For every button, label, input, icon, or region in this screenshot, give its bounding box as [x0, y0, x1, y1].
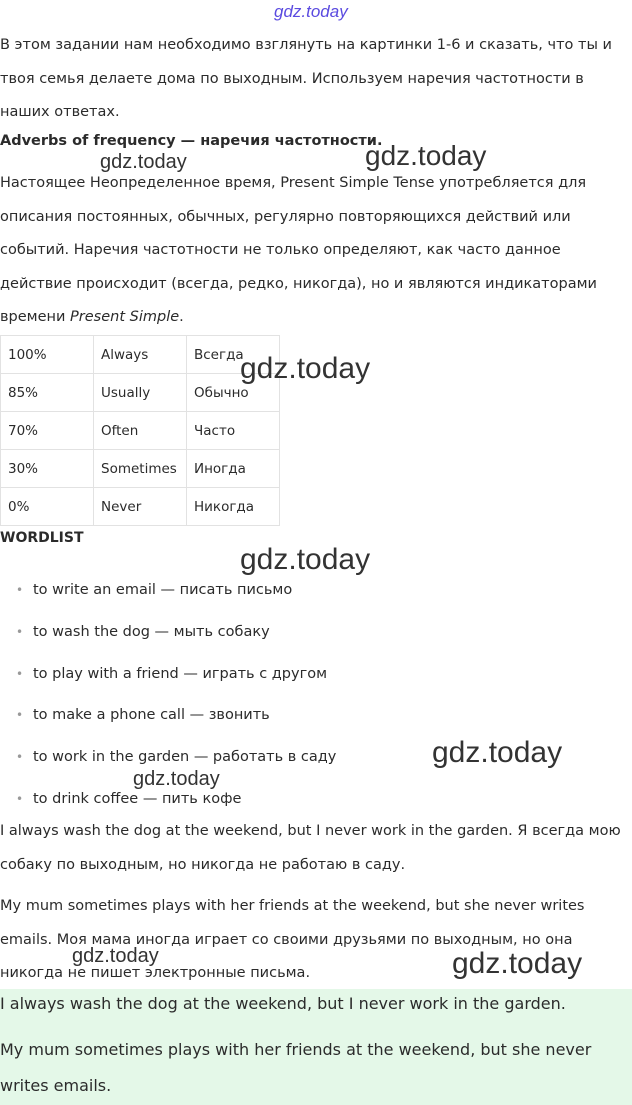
answer-line-3: writes emails.: [0, 1076, 112, 1095]
explanation-text: Настоящее Неопределенное время, Present Simple Tense употребляется для описания постоянных, обычных, регулярно повторяющихся действий или событий. Наречия частотности не только определяют, как часто данное действие происходит (всегда, редко, никогда), но и являются индикаторами времени: [0, 175, 597, 325]
table-cell-percent: 30%: [1, 450, 94, 488]
table-row: [1, 412, 280, 450]
adverbs-heading: Adverbs of frequency — наречия частотности.: [0, 133, 383, 149]
wordlist-title: WORDLIST: [0, 530, 84, 546]
watermark: gdz.today: [133, 768, 220, 790]
list-item: • to write an email — писать письмо: [33, 582, 292, 598]
watermark: gdz.today: [452, 947, 583, 980]
watermark: gdz.today: [365, 140, 487, 171]
example-1: I always wash the dog at the weekend, but I never work in the garden. Я всегда мою собаку по выходным, но никогда не работаю в саду.: [0, 823, 621, 873]
watermark: gdz.today: [432, 736, 563, 769]
table-cell-translation: Обычно: [187, 374, 280, 412]
watermark: gdz.today: [240, 352, 371, 385]
table-cell-adverb: Usually: [94, 374, 187, 412]
table-cell-translation: Всегда: [187, 336, 280, 374]
list-item: • to play with a friend — играть с другом: [33, 666, 327, 682]
list-item: • to work in the garden — работать в саду: [33, 749, 336, 765]
watermark: gdz.today: [240, 543, 371, 576]
table-cell-translation: Иногда: [187, 450, 280, 488]
list-item: • to drink coffee — пить кофе: [33, 791, 241, 807]
watermark-top: gdz.today: [274, 2, 348, 21]
frequency-table: [0, 335, 280, 526]
table-cell-translation: Часто: [187, 412, 280, 450]
list-item: • to make a phone call — звонить: [33, 707, 270, 723]
answer-box: [0, 989, 632, 1105]
table-cell-translation: Никогда: [187, 488, 280, 526]
table-cell-adverb: Always: [94, 336, 187, 374]
intro-paragraph: В этом задании нам необходимо взглянуть на картинки 1-6 и сказать, что ты и твоя семья делаете дома по выходным. Используем наречия частотности в наших ответах.: [0, 37, 612, 120]
explanation-end: .: [179, 309, 184, 325]
table-cell-adverb: Sometimes: [94, 450, 187, 488]
table-cell-percent: 85%: [1, 374, 94, 412]
table-cell-adverb: Often: [94, 412, 187, 450]
table-row: [1, 488, 280, 526]
watermark: gdz.today: [100, 151, 187, 173]
answer-line-1: I always wash the dog at the weekend, but I never work in the garden.: [0, 994, 566, 1013]
table-cell-percent: 100%: [1, 336, 94, 374]
table-row: [1, 374, 280, 412]
table-cell-adverb: Never: [94, 488, 187, 526]
explanation-tense: Present Simple: [70, 309, 180, 325]
table-cell-percent: 0%: [1, 488, 94, 526]
table-row: [1, 336, 280, 374]
watermark: gdz.today: [72, 945, 159, 967]
example-2: My mum sometimes plays with her friends at the weekend, but she never writes emails. Моя мама иногда играет со своими друзьями по выходным, но она никогда не пишет электронные письма.: [0, 898, 585, 981]
answer-line-2: My mum sometimes plays with her friends at the weekend, but she never: [0, 1040, 592, 1059]
list-item: • to wash the dog — мыть собаку: [33, 624, 270, 640]
table-row: [1, 450, 280, 488]
explanation-paragraph: [0, 167, 628, 335]
table-cell-percent: 70%: [1, 412, 94, 450]
